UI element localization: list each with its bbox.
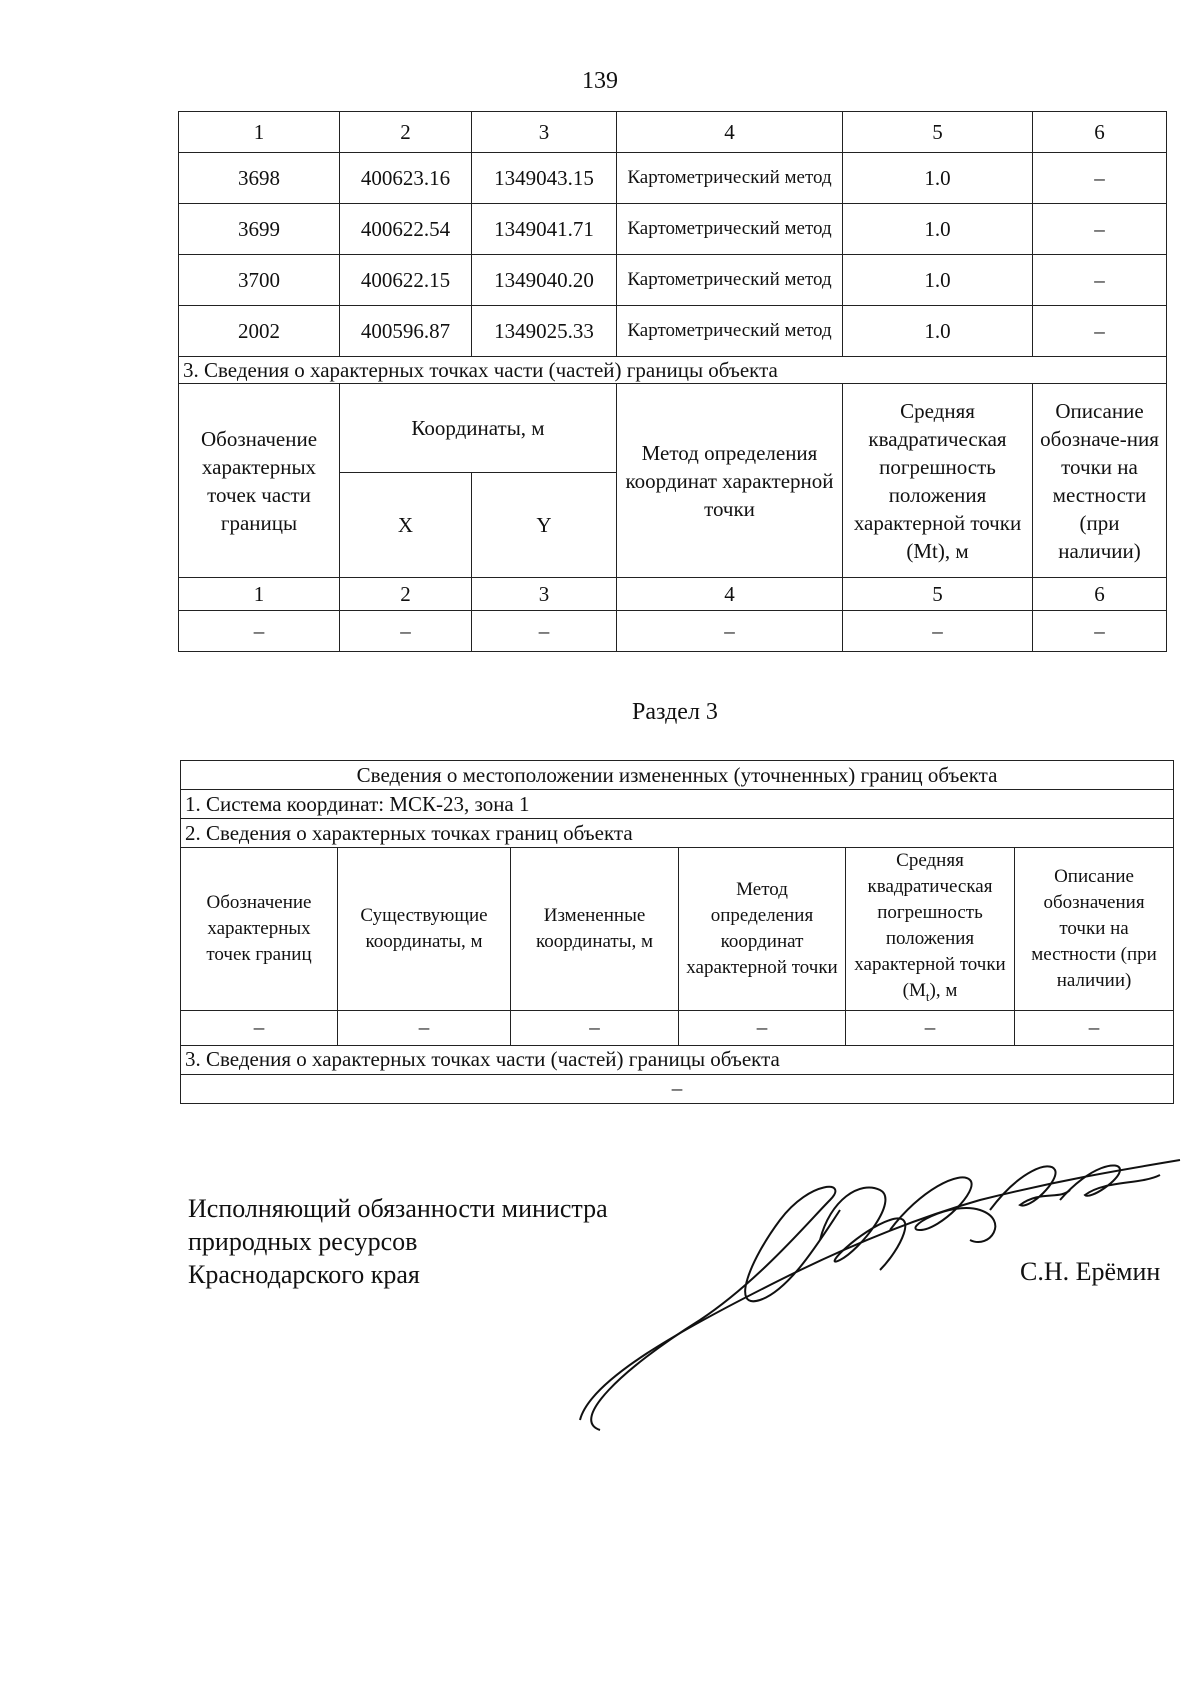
changed-boundaries-table	[180, 760, 1174, 1104]
column-number-row: 1 2 3 4 5 6	[179, 578, 1167, 611]
table-title-row	[181, 761, 1174, 790]
header-changed: Измененные координаты, м	[511, 848, 679, 1011]
part-title-row	[181, 1045, 1174, 1074]
header-y: Y	[472, 473, 617, 578]
part-title: 3. Сведения о характерных точках части (частей) границы объекта	[181, 1045, 1174, 1074]
table-row: – – – – – –	[179, 611, 1167, 652]
header-point: Обозначение характерных точек части границы	[179, 384, 340, 578]
header-mt: Средняя квадратическая погрешность положения характерной точки (Mt), м	[843, 384, 1033, 578]
section-title: Раздел 3	[632, 699, 718, 725]
boundary-points-table	[178, 111, 1167, 652]
table-row: – – – – – –	[181, 1010, 1174, 1045]
column-number-row: 1 2 3 4 5 6	[179, 112, 1167, 153]
table-row: 3698 400623.16 1349043.15 Картометрический метод 1.0 –	[179, 153, 1167, 204]
page-number: 139	[582, 68, 618, 94]
header-method: Метод определения координат характерной точки	[617, 384, 843, 578]
points-title-row	[181, 819, 1174, 848]
header-desc: Описание обозначе-ния точки на местности (при наличии)	[1033, 384, 1167, 578]
section-heading-row	[179, 357, 1167, 384]
part-value: –	[181, 1074, 1174, 1103]
table-title: Сведения о местоположении измененных (уточненных) границ объекта	[181, 761, 1174, 790]
coord-system-row	[181, 790, 1174, 819]
header-point: Обозначение характерных точек границ	[181, 848, 338, 1011]
coord-system: 1. Система координат: МСК-23, зона 1	[181, 790, 1174, 819]
section-heading: 3. Сведения о характерных точках части (частей) границы объекта	[179, 357, 1167, 384]
header-coords: Координаты, м	[340, 384, 617, 473]
table-row: 3700 400622.15 1349040.20 Картометрический метод 1.0 –	[179, 255, 1167, 306]
header-method: Метод определения координат характерной точки	[679, 848, 846, 1011]
header-row	[181, 848, 1174, 1011]
header-x: X	[340, 473, 472, 578]
header-row	[179, 384, 1167, 473]
table-row: 2002 400596.87 1349025.33 Картометрический метод 1.0 –	[179, 306, 1167, 357]
points-title: 2. Сведения о характерных точках границ объекта	[181, 819, 1174, 848]
signatory-position: Исполняющий обязанности министра природных ресурсов Краснодарского края	[188, 1194, 608, 1289]
handwritten-signature	[560, 1120, 1200, 1440]
header-desc: Описание обозначения точки на местности (при наличии)	[1015, 848, 1174, 1011]
signatory-name: С.Н. Ерёмин	[1020, 1257, 1161, 1286]
part-value-row	[181, 1074, 1174, 1103]
header-mt: Средняя квадратическая погрешность положения характерной точки $(M_t)$, м	[846, 848, 1015, 1011]
header-existing: Существующие координаты, м	[338, 848, 511, 1011]
table-row: 3699 400622.54 1349041.71 Картометрический метод 1.0 –	[179, 204, 1167, 255]
